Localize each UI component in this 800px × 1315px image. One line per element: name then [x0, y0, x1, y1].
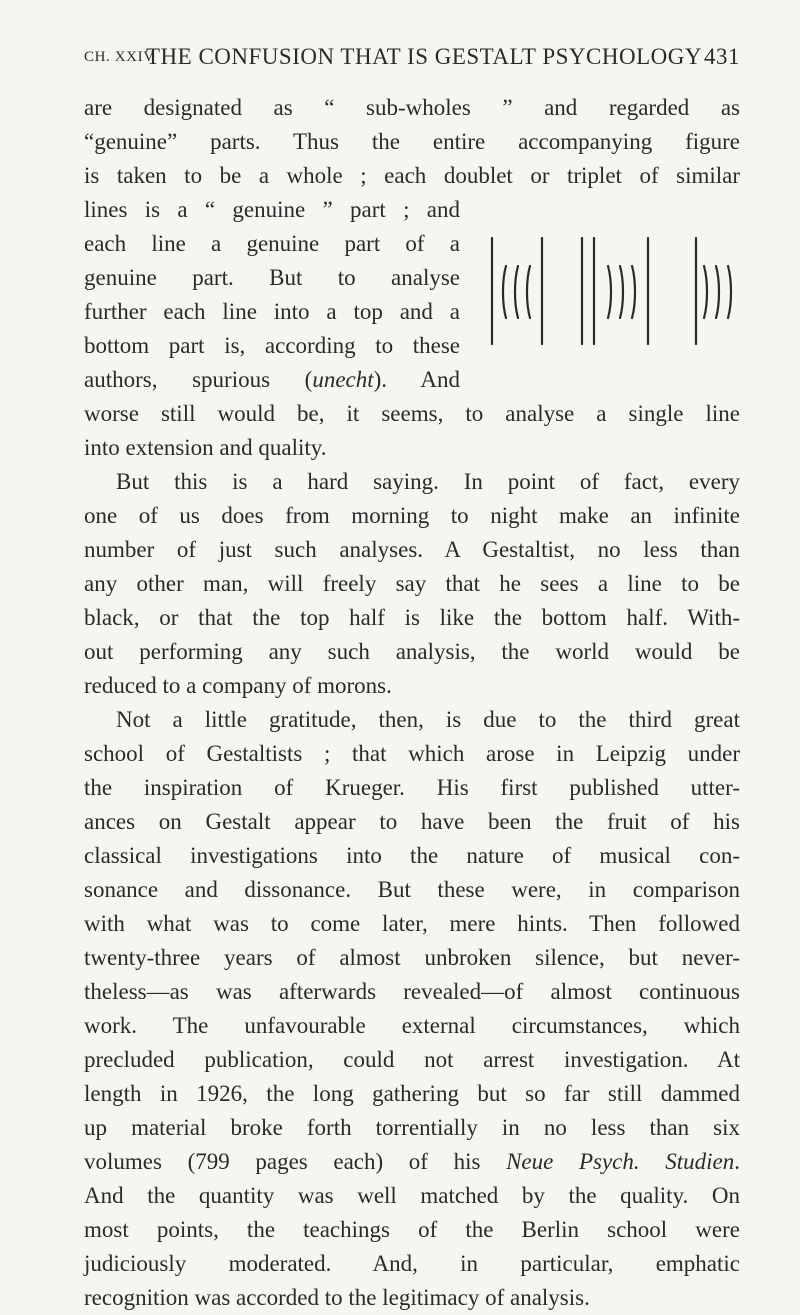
- text-line: precluded publication, could not arrest investigation. At: [84, 1047, 740, 1072]
- text-line: “genuine” parts. Thus the entire accompanying figure: [84, 129, 740, 154]
- text-line: with what was to come later, mere hints. Then followed: [84, 911, 740, 936]
- text-line: bottom part is, according to these: [84, 333, 460, 358]
- text-line: reduced to a company of morons.: [84, 673, 392, 698]
- text-line: one of us does from morning to night make an infinite: [84, 503, 740, 528]
- text-line: And the quantity was well matched by the quality. On: [84, 1183, 740, 1208]
- text-line: lines is a “ genuine ” part ; and: [84, 197, 460, 222]
- text-line: Not a little gratitude, then, is due to the third great: [116, 707, 740, 732]
- text-line: number of just such analyses. A Gestaltist, no less than: [84, 537, 740, 562]
- italic-term: unecht: [312, 367, 374, 392]
- short-line: [704, 266, 707, 318]
- text-line: ances on Gestalt appear to have been the fruit of his: [84, 809, 740, 834]
- text-line: recognition was accorded to the legitimacy of analysis.: [84, 1285, 590, 1310]
- text-line: black, or that the top half is like the bottom half. With-: [84, 605, 740, 630]
- text-line: are designated as “ sub-wholes ” and regarded as: [84, 95, 740, 120]
- page-number: 431: [704, 44, 740, 69]
- short-line: [716, 266, 719, 318]
- text-line: work. The unfavourable external circumstances, which: [84, 1013, 740, 1038]
- text-line: worse still would be, it seems, to analyse a single line: [84, 401, 740, 426]
- text-line: most points, the teachings of the Berlin school were: [84, 1217, 740, 1242]
- short-line: [620, 266, 623, 318]
- text-line: is taken to be a whole ; each doublet or triplet of similar: [84, 163, 740, 188]
- italic-term: Neue Psych. Studien: [506, 1149, 735, 1174]
- text-line: genuine part. But to analyse: [84, 265, 460, 290]
- chapter-label: CH. XXIV: [84, 49, 155, 65]
- short-line: [632, 266, 635, 318]
- text-line: classical investigations into the nature of musical con-: [84, 843, 740, 868]
- text-line: each line a genuine part of a: [84, 231, 460, 256]
- text-line: twenty-three years of almost unbroken silence, but never-: [84, 945, 740, 970]
- text-line: sonance and dissonance. But these were, in comparison: [84, 877, 740, 902]
- short-line: [503, 266, 506, 318]
- short-line: [527, 266, 530, 318]
- text-line: volumes (799 pages each) of his Neue Psych. Studien.: [84, 1149, 740, 1174]
- text-line: any other man, will freely say that he sees a line to be: [84, 571, 740, 596]
- short-line: [608, 266, 611, 318]
- text-line: school of Gestaltists ; that which arose in Leipzig under: [84, 741, 740, 766]
- text-line: up material broke forth torrentially in no less than six: [84, 1115, 740, 1140]
- running-header: [84, 44, 740, 74]
- short-line: [515, 266, 518, 318]
- text-line: judiciously moderated. And, in particular, emphatic: [84, 1251, 740, 1276]
- short-line: [728, 266, 731, 318]
- chapter-title: THE CONFUSION THAT IS GESTALT PSYCHOLOGY: [146, 44, 702, 69]
- text-line: theless—as was afterwards revealed—of almost continuous: [84, 979, 740, 1004]
- text-line: the inspiration of Krueger. His first published utter-: [84, 775, 740, 800]
- line-groups-figure: [478, 236, 740, 346]
- text-line: length in 1926, the long gathering but so far still dammed: [84, 1081, 740, 1106]
- text-line: further each line into a top and a: [84, 299, 460, 324]
- text-line: out performing any such analysis, the world would be: [84, 639, 740, 664]
- text-line: into extension and quality.: [84, 435, 327, 460]
- text-line: authors, spurious (unecht). And: [84, 367, 460, 392]
- text-line: But this is a hard saying. In point of fact, every: [116, 469, 740, 494]
